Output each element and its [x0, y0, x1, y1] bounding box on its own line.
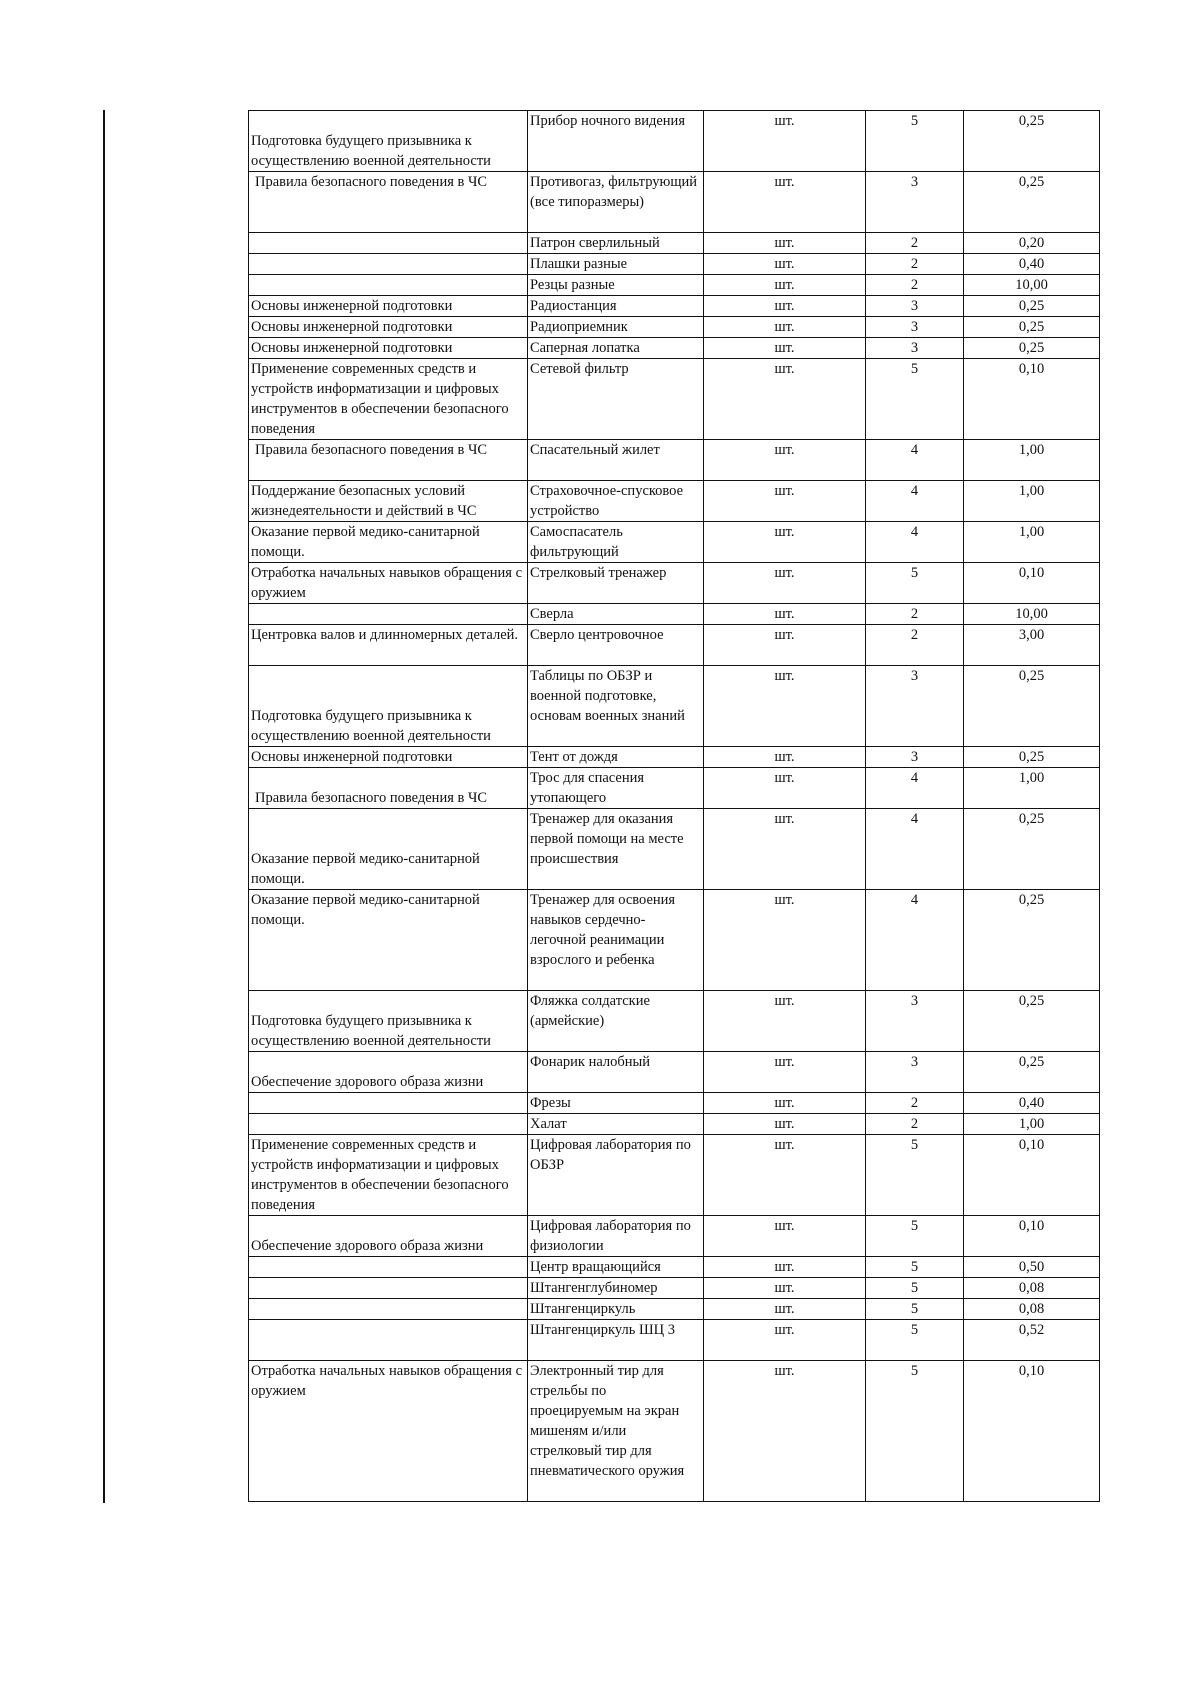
table-row — [249, 440, 1100, 481]
cell-quantity: 2 — [866, 1093, 964, 1114]
table-row — [249, 481, 1100, 522]
cell-item: Штангенглубиномер — [528, 1278, 704, 1299]
cell-unit: шт. — [704, 1135, 866, 1216]
cell-quantity: 2 — [866, 275, 964, 296]
table-row — [249, 666, 1100, 747]
cell-unit: шт. — [704, 440, 866, 481]
cell-topic — [249, 275, 528, 296]
cell-rate: 0,20 — [964, 233, 1100, 254]
cell-rate: 1,00 — [964, 522, 1100, 563]
cell-rate: 0,08 — [964, 1299, 1100, 1320]
cell-rate: 0,08 — [964, 1278, 1100, 1299]
table-row — [249, 522, 1100, 563]
cell-unit: шт. — [704, 111, 866, 172]
cell-unit: шт. — [704, 809, 866, 890]
table-row — [249, 1093, 1100, 1114]
cell-rate: 0,25 — [964, 747, 1100, 768]
cell-unit: шт. — [704, 768, 866, 809]
cell-topic — [249, 1257, 528, 1278]
cell-unit: шт. — [704, 338, 866, 359]
table-row — [249, 296, 1100, 317]
cell-rate: 0,25 — [964, 172, 1100, 233]
cell-topic: Отработка начальных навыков обращения с оружием — [249, 563, 528, 604]
cell-unit: шт. — [704, 1114, 866, 1135]
cell-quantity: 5 — [866, 1320, 964, 1361]
cell-rate: 0,25 — [964, 317, 1100, 338]
cell-topic: Основы инженерной подготовки — [249, 296, 528, 317]
cell-item: Саперная лопатка — [528, 338, 704, 359]
cell-quantity: 4 — [866, 440, 964, 481]
cell-topic: Применение современных средств и устройств информатизации и цифровых инструментов в обеспечении безопасного поведения — [249, 1135, 528, 1216]
cell-item: Халат — [528, 1114, 704, 1135]
cell-unit: шт. — [704, 254, 866, 275]
cell-item: Электронный тир для стрельбы по проецируемым на экран мишеням и/или стрелковый тир для пневматического оружия — [528, 1361, 704, 1502]
cell-unit: шт. — [704, 481, 866, 522]
table-row — [249, 1135, 1100, 1216]
cell-item: Трос для спасения утопающего — [528, 768, 704, 809]
table-row — [249, 768, 1100, 809]
cell-quantity: 5 — [866, 1361, 964, 1502]
cell-quantity: 3 — [866, 296, 964, 317]
cell-unit: шт. — [704, 1320, 866, 1361]
cell-unit: шт. — [704, 991, 866, 1052]
cell-topic: Подготовка будущего призывника к осуществлению военной деятельности — [249, 991, 528, 1052]
cell-rate: 0,10 — [964, 1361, 1100, 1502]
table-row — [249, 1278, 1100, 1299]
cell-item: Штангенциркуль — [528, 1299, 704, 1320]
cell-item: Сверло центровочное — [528, 625, 704, 666]
table-row — [249, 233, 1100, 254]
cell-quantity: 5 — [866, 1278, 964, 1299]
table-row — [249, 1114, 1100, 1135]
table-row — [249, 809, 1100, 890]
cell-rate: 3,00 — [964, 625, 1100, 666]
cell-topic: Основы инженерной подготовки — [249, 747, 528, 768]
cell-quantity: 5 — [866, 563, 964, 604]
cell-rate: 0,25 — [964, 666, 1100, 747]
cell-unit: шт. — [704, 296, 866, 317]
cell-topic — [249, 604, 528, 625]
cell-item: Тренажер для освоения навыков сердечно-легочной реанимации взрослого и ребенка — [528, 890, 704, 991]
cell-quantity: 2 — [866, 604, 964, 625]
cell-rate: 0,25 — [964, 338, 1100, 359]
cell-rate: 10,00 — [964, 604, 1100, 625]
table-row — [249, 625, 1100, 666]
cell-item: Сверла — [528, 604, 704, 625]
cell-topic: Обеспечение здорового образа жизни — [249, 1216, 528, 1257]
table-row — [249, 1320, 1100, 1361]
cell-quantity: 3 — [866, 666, 964, 747]
cell-quantity: 5 — [866, 1135, 964, 1216]
cell-quantity: 3 — [866, 172, 964, 233]
cell-rate: 1,00 — [964, 768, 1100, 809]
cell-unit: шт. — [704, 522, 866, 563]
cell-rate: 0,25 — [964, 809, 1100, 890]
table-row — [249, 747, 1100, 768]
cell-rate: 0,25 — [964, 1052, 1100, 1093]
cell-topic — [249, 1114, 528, 1135]
table-row — [249, 1216, 1100, 1257]
cell-rate: 0,25 — [964, 111, 1100, 172]
cell-topic: Подготовка будущего призывника к осуществлению военной деятельности — [249, 111, 528, 172]
cell-unit: шт. — [704, 1093, 866, 1114]
cell-quantity: 2 — [866, 625, 964, 666]
cell-item: Фляжка солдатские (армейские) — [528, 991, 704, 1052]
cell-item: Патрон сверлильный — [528, 233, 704, 254]
cell-quantity: 5 — [866, 1299, 964, 1320]
cell-topic: Применение современных средств и устройств информатизации и цифровых инструментов в обеспечении безопасного поведения — [249, 359, 528, 440]
cell-unit: шт. — [704, 625, 866, 666]
cell-rate: 0,25 — [964, 296, 1100, 317]
equipment-table — [248, 110, 1100, 1502]
cell-topic: Поддержание безопасных условий жизнедеятельности и действий в ЧС — [249, 481, 528, 522]
cell-unit: шт. — [704, 275, 866, 296]
margin-line — [103, 110, 105, 1503]
cell-item: Тренажер для оказания первой помощи на месте происшествия — [528, 809, 704, 890]
cell-quantity: 2 — [866, 254, 964, 275]
cell-topic: Центровка валов и длинномерных деталей. — [249, 625, 528, 666]
cell-rate: 0,50 — [964, 1257, 1100, 1278]
cell-unit: шт. — [704, 890, 866, 991]
table-row — [249, 317, 1100, 338]
table-row — [249, 1299, 1100, 1320]
cell-item: Спасательный жилет — [528, 440, 704, 481]
cell-item: Страховочное-спусковое устройство — [528, 481, 704, 522]
cell-rate: 1,00 — [964, 1114, 1100, 1135]
cell-rate: 0,40 — [964, 1093, 1100, 1114]
table-row — [249, 991, 1100, 1052]
table-row — [249, 890, 1100, 991]
cell-unit: шт. — [704, 666, 866, 747]
table-row — [249, 1257, 1100, 1278]
table-row — [249, 275, 1100, 296]
cell-quantity: 4 — [866, 768, 964, 809]
table-row — [249, 563, 1100, 604]
cell-quantity: 3 — [866, 338, 964, 359]
table-row — [249, 172, 1100, 233]
cell-item: Штангенциркуль ШЦ 3 — [528, 1320, 704, 1361]
cell-quantity: 2 — [866, 1114, 964, 1135]
cell-item: Цифровая лаборатория по физиологии — [528, 1216, 704, 1257]
cell-rate: 0,25 — [964, 890, 1100, 991]
cell-item: Стрелковый тренажер — [528, 563, 704, 604]
cell-rate: 0,52 — [964, 1320, 1100, 1361]
cell-item: Сетевой фильтр — [528, 359, 704, 440]
cell-rate: 0,25 — [964, 991, 1100, 1052]
cell-topic: Подготовка будущего призывника к осуществлению военной деятельности — [249, 666, 528, 747]
cell-topic: Правила безопасного поведения в ЧС — [249, 440, 528, 481]
table-row — [249, 359, 1100, 440]
table-row — [249, 338, 1100, 359]
cell-item: Радиостанция — [528, 296, 704, 317]
cell-unit: шт. — [704, 563, 866, 604]
cell-topic: Правила безопасного поведения в ЧС — [249, 768, 528, 809]
cell-topic: Правила безопасного поведения в ЧС — [249, 172, 528, 233]
cell-unit: шт. — [704, 172, 866, 233]
cell-rate: 0,10 — [964, 359, 1100, 440]
cell-item: Цифровая лаборатория по ОБЗР — [528, 1135, 704, 1216]
cell-topic: Основы инженерной подготовки — [249, 338, 528, 359]
cell-unit: шт. — [704, 1216, 866, 1257]
equipment-table-body — [249, 111, 1100, 1502]
cell-unit: шт. — [704, 233, 866, 254]
cell-item: Прибор ночного видения — [528, 111, 704, 172]
cell-item: Фонарик налобный — [528, 1052, 704, 1093]
cell-quantity: 3 — [866, 1052, 964, 1093]
cell-quantity: 4 — [866, 809, 964, 890]
cell-quantity: 4 — [866, 522, 964, 563]
cell-unit: шт. — [704, 359, 866, 440]
cell-topic — [249, 1093, 528, 1114]
cell-unit: шт. — [704, 1052, 866, 1093]
cell-item: Плашки разные — [528, 254, 704, 275]
cell-item: Центр вращающийся — [528, 1257, 704, 1278]
cell-topic — [249, 233, 528, 254]
cell-rate: 1,00 — [964, 440, 1100, 481]
cell-rate: 0,10 — [964, 1216, 1100, 1257]
cell-item: Таблицы по ОБЗР и военной подготовке, основам военных знаний — [528, 666, 704, 747]
cell-unit: шт. — [704, 1361, 866, 1502]
cell-item: Фрезы — [528, 1093, 704, 1114]
cell-topic — [249, 1320, 528, 1361]
cell-topic: Оказание первой медико-санитарной помощи. — [249, 890, 528, 991]
cell-unit: шт. — [704, 317, 866, 338]
cell-unit: шт. — [704, 1278, 866, 1299]
table-row — [249, 111, 1100, 172]
cell-topic — [249, 1299, 528, 1320]
cell-rate: 0,10 — [964, 563, 1100, 604]
cell-quantity: 3 — [866, 747, 964, 768]
cell-quantity: 5 — [866, 1216, 964, 1257]
cell-unit: шт. — [704, 604, 866, 625]
table-row — [249, 254, 1100, 275]
cell-item: Резцы разные — [528, 275, 704, 296]
cell-quantity: 4 — [866, 481, 964, 522]
table-row — [249, 1361, 1100, 1502]
cell-quantity: 3 — [866, 991, 964, 1052]
cell-quantity: 4 — [866, 890, 964, 991]
cell-topic — [249, 254, 528, 275]
cell-item: Тент от дождя — [528, 747, 704, 768]
cell-topic — [249, 1278, 528, 1299]
cell-topic: Обеспечение здорового образа жизни — [249, 1052, 528, 1093]
cell-item: Радиоприемник — [528, 317, 704, 338]
cell-quantity: 5 — [866, 111, 964, 172]
cell-unit: шт. — [704, 1299, 866, 1320]
cell-quantity: 3 — [866, 317, 964, 338]
cell-rate: 0,40 — [964, 254, 1100, 275]
cell-rate: 10,00 — [964, 275, 1100, 296]
cell-topic: Основы инженерной подготовки — [249, 317, 528, 338]
table-row — [249, 1052, 1100, 1093]
cell-unit: шт. — [704, 1257, 866, 1278]
cell-rate: 1,00 — [964, 481, 1100, 522]
table-row — [249, 604, 1100, 625]
cell-item: Самоспасатель фильтрующий — [528, 522, 704, 563]
cell-quantity: 5 — [866, 359, 964, 440]
cell-topic: Оказание первой медико-санитарной помощи. — [249, 522, 528, 563]
cell-quantity: 2 — [866, 233, 964, 254]
cell-topic: Отработка начальных навыков обращения с оружием — [249, 1361, 528, 1502]
cell-topic: Оказание первой медико-санитарной помощи. — [249, 809, 528, 890]
cell-item: Противогаз, фильтрующий (все типоразмеры) — [528, 172, 704, 233]
cell-unit: шт. — [704, 747, 866, 768]
cell-quantity: 5 — [866, 1257, 964, 1278]
cell-rate: 0,10 — [964, 1135, 1100, 1216]
